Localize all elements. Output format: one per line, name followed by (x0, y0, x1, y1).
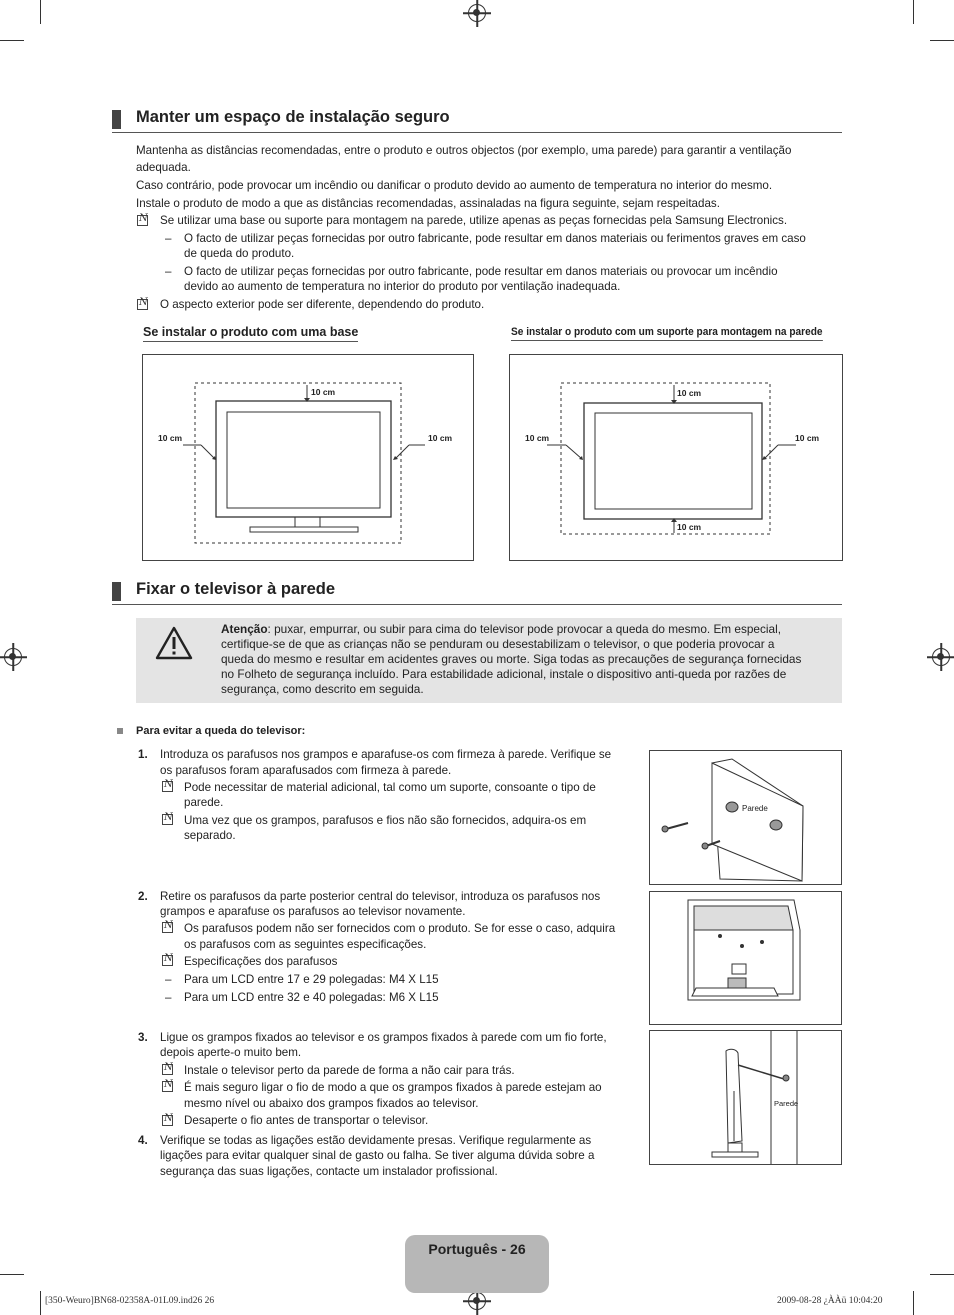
step-text: os parafusos foram aparafusados com firmeza à parede. (160, 764, 452, 777)
note-icon (162, 922, 173, 933)
step-text: Introduza os parafusos nos grampos e aparafuse-os com firmeza à parede. Verifique se (160, 748, 612, 761)
dash-item: de queda do produto. (184, 247, 295, 260)
dash: – (165, 232, 172, 245)
registration-mark-icon (468, 4, 486, 22)
page-number: Português - 26 (428, 1241, 526, 1257)
distance-left: 10 cm (525, 433, 550, 443)
registration-mark-icon (468, 1292, 486, 1310)
tv-side-diagram (650, 1031, 841, 1164)
note-icon (162, 1115, 173, 1126)
note-text: Uma vez que os grampos, parafusos e fios não são fornecidos, adquira-os em (184, 814, 587, 827)
wall-label: Parede (742, 804, 768, 813)
paragraph: adequada. (136, 161, 191, 174)
note-text: É mais seguro ligar o fio de modo a que os grampos fixados à parede estejam ao (184, 1081, 602, 1094)
imprint-left: [350-Weuro]BN68-02358A-01L09.ind26 26 (45, 1296, 215, 1306)
registration-mark-icon (4, 648, 22, 666)
note-text: Especificações dos parafusos (184, 955, 338, 968)
warning-label: Atenção (221, 622, 268, 636)
section-heading (112, 578, 842, 605)
distance-bottom: 10 cm (677, 522, 702, 532)
figure-tv-side-wire (649, 1030, 842, 1165)
step-text: grampos e aparafuse os parafusos ao televisor novamente. (160, 905, 466, 918)
note-icon (137, 215, 148, 226)
note-text: Se utilizar uma base ou suporte para montagem na parede, utilize apenas as peças fornecidas pela Samsung Electronics. (160, 214, 788, 227)
note-icon (162, 1081, 173, 1092)
section-title: Manter um espaço de instalação seguro (136, 108, 450, 126)
note-text: Instale o televisor perto da parede de forma a não cair para trás. (184, 1064, 515, 1077)
paragraph: Mantenha as distâncias recomendadas, entre o produto e outros objectos (por exemplo, uma parede) para garantir a ventilação (136, 144, 792, 157)
heading-bar (112, 110, 121, 129)
step-number: 3. (138, 1031, 148, 1044)
stand-diagram (143, 355, 473, 560)
page-number-badge (405, 1235, 549, 1293)
warning-text: : puxar, empurrar, ou subir para cima do televisor pode provocar a queda do mesmo. Em especial, (267, 622, 781, 636)
note-icon (137, 299, 148, 310)
paragraph: Instale o produto de modo a que as distâncias recomendadas, assinaladas na figura seguinte, sejam respeitadas. (136, 197, 720, 210)
step-number: 1. (138, 748, 148, 761)
note-icon (162, 955, 173, 966)
note-text: Desaperte o fio antes de transportar o televisor. (184, 1114, 429, 1127)
registration-mark-icon (932, 648, 950, 666)
dash-item: Para um LCD entre 32 e 40 polegadas: M6 X L15 (184, 991, 439, 1004)
note-icon (162, 814, 173, 825)
dash-item: Para um LCD entre 17 e 29 polegadas: M4 X L15 (184, 973, 439, 986)
step-text: Retire os parafusos da parte posterior central do televisor, introduza os parafusos nos (160, 890, 601, 903)
note-text: Pode necessitar de material adicional, tal como um suporte, consoante o tipo de (184, 781, 596, 794)
distance-top: 10 cm (677, 388, 702, 398)
step-text: Ligue os grampos fixados ao televisor e os grampos fixados à parede com um fio forte, (160, 1031, 607, 1044)
figure-stand-clearance (142, 354, 474, 561)
note-icon (162, 1064, 173, 1075)
distance-right: 10 cm (428, 433, 453, 443)
warning-line: segurança, como descrito em seguida. (221, 682, 424, 696)
warning-line: certifique-se de que as crianças não se penduram ou desestabilizam o televisor, o que poderia provocar a (221, 637, 775, 651)
paragraph: Caso contrário, pode provocar um incêndio ou danificar o produto devido ao aumento de temperatura no interior do mesmo. (136, 179, 773, 192)
section-heading (112, 106, 842, 133)
figure-wall-clamps (649, 750, 842, 885)
step-text: Verifique se todas as ligações estão devidamente presas. Verifique regularmente as (160, 1134, 592, 1147)
step-number: 4. (138, 1134, 148, 1147)
dash: – (165, 991, 172, 1004)
step-text: depois aperte-o muito bem. (160, 1046, 302, 1059)
dash: – (165, 973, 172, 986)
dash-item: O facto de utilizar peças fornecidas por outro fabricante, pode resultar em danos materiais ou provocar um incêndio (184, 265, 778, 278)
note-text: separado. (184, 829, 236, 842)
dash-item: devido ao aumento de temperatura no interior do produto por ventilação inadequada. (184, 280, 621, 293)
figure-title: Se instalar o produto com uma base (143, 325, 358, 342)
step-number: 2. (138, 890, 148, 903)
note-text: Os parafusos podem não ser fornecidos com o produto. Se for esse o caso, adquira (184, 922, 616, 935)
figure-tv-back (649, 891, 842, 1025)
crop-mark (0, 40, 24, 41)
warning-line (221, 622, 781, 637)
crop-mark (913, 1291, 914, 1315)
warning-triangle-icon (155, 626, 193, 660)
crop-mark (913, 0, 914, 24)
heading-bar (112, 582, 121, 601)
note-text: mesmo nível ou abaixo dos grampos fixados ao televisor. (184, 1097, 479, 1110)
tv-back-diagram (650, 892, 841, 1024)
crop-mark (930, 1274, 954, 1275)
distance-top: 10 cm (311, 387, 336, 397)
wallmount-diagram (510, 355, 842, 560)
section-title: Fixar o televisor à parede (136, 580, 336, 598)
distance-left: 10 cm (158, 433, 183, 443)
note-text: O aspecto exterior pode ser diferente, dependendo do produto. (160, 298, 485, 311)
step-text: ligações para evitar qualquer sinal de gasto ou falha. Se tiver alguma dúvida sobre a (160, 1149, 595, 1162)
figure-title: Se instalar o produto com um suporte para montagem na parede (511, 326, 823, 341)
dash-item: O facto de utilizar peças fornecidas por outro fabricante, pode resultar em danos materiais ou ferimentos graves em caso (184, 232, 806, 245)
figure-wallmount-clearance (509, 354, 843, 561)
dash: – (165, 265, 172, 278)
warning-line: no Folheto de segurança incluído. Para estabilidade adicional, instale o dispositivo anti-queda por razões de (221, 667, 787, 681)
distance-right: 10 cm (795, 433, 820, 443)
sub-heading: Para evitar a queda do televisor: (136, 725, 306, 737)
warning-line: queda do mesmo e resultar em acidentes graves ou morte. Siga todas as precauções de segurança fornecidas (221, 652, 802, 666)
crop-mark (930, 40, 954, 41)
crop-mark (40, 0, 41, 24)
crop-mark (0, 1274, 24, 1275)
crop-mark (40, 1291, 41, 1315)
imprint-right: 2009-08-28 ¿ÀÀü 10:04:20 (777, 1296, 883, 1306)
square-bullet-icon (117, 728, 123, 734)
note-text: os parafusos com as seguintes especificações. (184, 938, 427, 951)
warning-box (136, 618, 842, 703)
wall-label: Parede (774, 1099, 799, 1108)
wall-clamps-diagram (650, 751, 841, 884)
note-icon (162, 781, 173, 792)
note-text: parede. (184, 796, 224, 809)
step-text: segurança das suas ligações, contacte um instalador profissional. (160, 1165, 498, 1178)
